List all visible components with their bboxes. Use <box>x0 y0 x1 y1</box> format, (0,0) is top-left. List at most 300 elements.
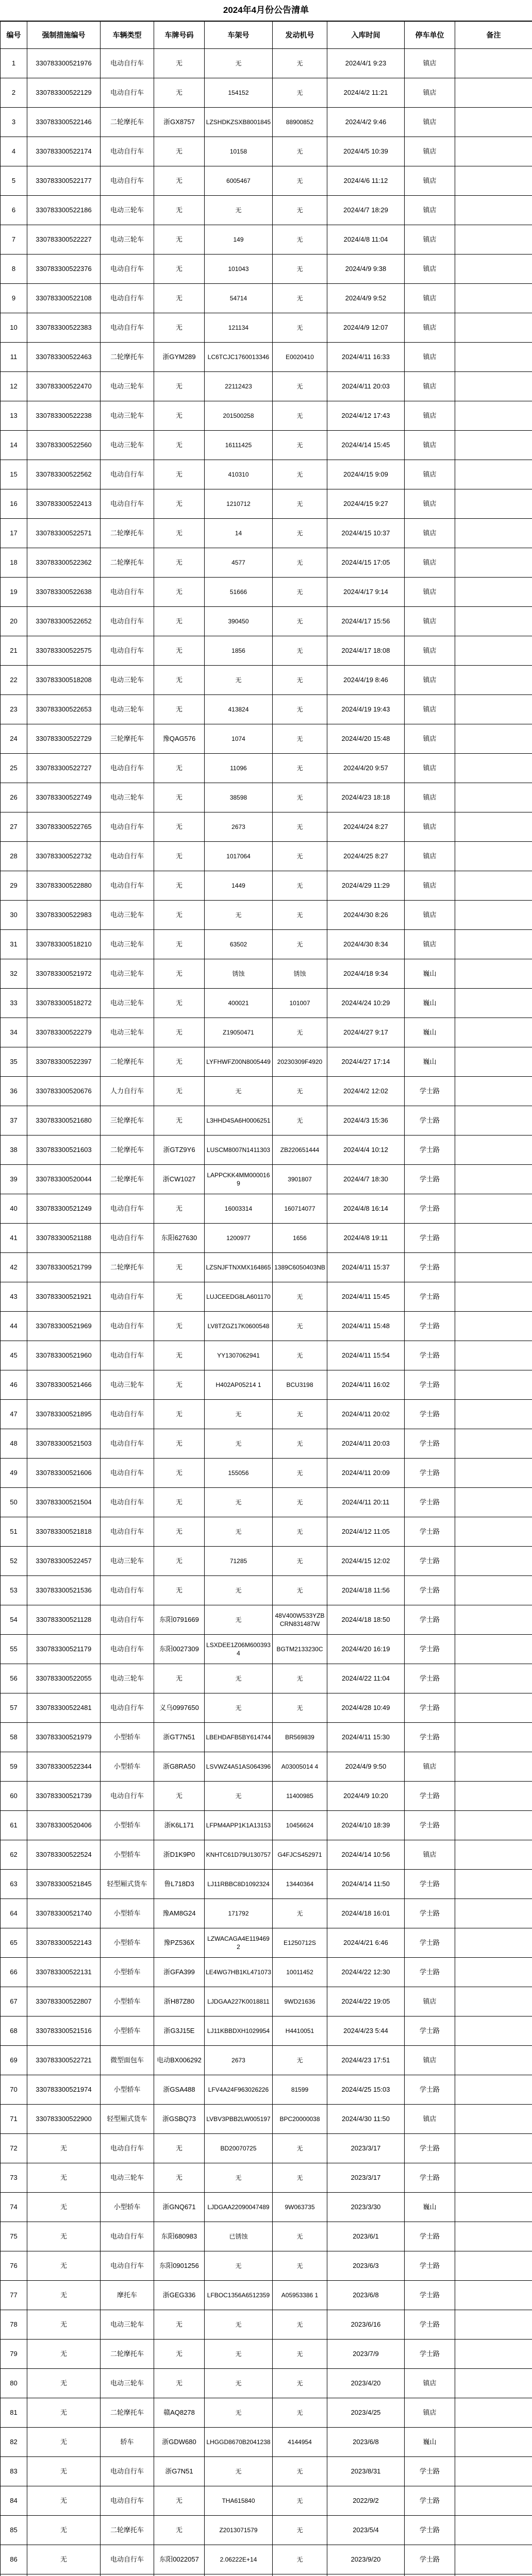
cell-plate: 无 <box>154 489 205 519</box>
cell-measure-no: 330783300521606 <box>27 1459 101 1488</box>
cell-plate: 无 <box>154 1370 205 1400</box>
cell-parking-unit: 学士路 <box>405 2310 455 2340</box>
table-row <box>1 871 532 901</box>
cell-engine-no: 无 <box>273 636 327 666</box>
cell-vehicle-type: 二轮摩托车 <box>101 1047 154 1077</box>
cell-remark <box>455 1370 532 1400</box>
cell-parking-unit: 学士路 <box>405 1429 455 1459</box>
cell-engine-no: BGTM2133230C <box>273 1635 327 1664</box>
cell-vehicle-type: 小型轿车 <box>101 2193 154 2222</box>
table-row <box>1 2163 532 2193</box>
header-index: 编号 <box>1 22 27 49</box>
cell-parking-unit: 镇店 <box>405 313 455 343</box>
cell-vehicle-type: 电动自行车 <box>101 1312 154 1341</box>
cell-index: 21 <box>1 636 27 666</box>
cell-plate: 无 <box>154 871 205 901</box>
table-row <box>1 1165 532 1194</box>
cell-frame-no: LFPM4APP1K1A13153 <box>205 1811 273 1840</box>
cell-index: 9 <box>1 284 27 313</box>
cell-remark <box>455 1136 532 1165</box>
cell-storage-time: 2024/4/9 9:38 <box>327 255 405 284</box>
cell-index: 52 <box>1 1547 27 1576</box>
cell-engine-no: 1389C6050403NB <box>273 1253 327 1282</box>
cell-frame-no: 413824 <box>205 695 273 724</box>
cell-plate: 无 <box>154 2369 205 2398</box>
cell-remark <box>455 901 532 930</box>
cell-parking-unit: 学士路 <box>405 1488 455 1517</box>
cell-frame-no: LYFHWFZ00N8005449 <box>205 1047 273 1077</box>
table-row <box>1 489 532 519</box>
cell-vehicle-type: 电动三轮车 <box>101 401 154 431</box>
cell-frame-no: 400021 <box>205 989 273 1018</box>
cell-measure-no: 330783300522129 <box>27 78 101 108</box>
cell-frame-no: 无 <box>205 1605 273 1635</box>
cell-plate: 无 <box>154 1517 205 1547</box>
cell-measure-no: 无 <box>27 2428 101 2457</box>
cell-frame-no: 无 <box>205 1488 273 1517</box>
cell-vehicle-type: 二轮摩托车 <box>101 2516 154 2545</box>
table-row <box>1 724 532 754</box>
cell-engine-no: 无 <box>273 49 327 78</box>
cell-measure-no: 330783300522575 <box>27 636 101 666</box>
cell-vehicle-type: 电动自行车 <box>101 1635 154 1664</box>
cell-plate: 无 <box>154 2486 205 2516</box>
cell-frame-no: 无 <box>205 2398 273 2428</box>
cell-remark <box>455 1047 532 1077</box>
cell-storage-time: 2024/4/7 18:30 <box>327 1165 405 1194</box>
cell-plate: 无 <box>154 1576 205 1605</box>
table-row <box>1 1018 532 1047</box>
cell-storage-time: 2024/4/25 8:27 <box>327 842 405 871</box>
cell-index: 13 <box>1 401 27 431</box>
cell-storage-time: 2023/9/20 <box>327 2545 405 2574</box>
cell-parking-unit: 巍山 <box>405 1047 455 1077</box>
cell-remark <box>455 1664 532 1693</box>
cell-vehicle-type: 电动自行车 <box>101 284 154 313</box>
table-row <box>1 2486 532 2516</box>
cell-frame-no: KNHTC61D79U130757 <box>205 1840 273 1870</box>
cell-index: 22 <box>1 666 27 695</box>
cell-frame-no: 14 <box>205 519 273 548</box>
cell-parking-unit: 镇店 <box>405 812 455 842</box>
cell-vehicle-type: 电动自行车 <box>101 1429 154 1459</box>
cell-engine-no: 无 <box>273 1547 327 1576</box>
table-row <box>1 636 532 666</box>
cell-storage-time: 2023/6/8 <box>327 2281 405 2310</box>
cell-vehicle-type: 电动三轮车 <box>101 1664 154 1693</box>
cell-vehicle-type: 电动三轮车 <box>101 959 154 989</box>
cell-plate: 无 <box>154 431 205 460</box>
cell-engine-no: BR569839 <box>273 1723 327 1752</box>
cell-plate: 无 <box>154 225 205 255</box>
cell-frame-no: 121134 <box>205 313 273 343</box>
cell-frame-no: LJDGAA227K0018811 <box>205 1987 273 2016</box>
table-row <box>1 1899 532 1928</box>
cell-engine-no: E1250712S <box>273 1928 327 1958</box>
cell-index: 6 <box>1 196 27 225</box>
cell-parking-unit: 镇店 <box>405 343 455 372</box>
cell-remark <box>455 959 532 989</box>
cell-remark <box>455 225 532 255</box>
cell-storage-time: 2024/4/30 8:34 <box>327 930 405 959</box>
cell-plate: 无 <box>154 812 205 842</box>
cell-vehicle-type: 电动自行车 <box>101 607 154 636</box>
table-body <box>1 49 532 2576</box>
cell-measure-no: 330783300521739 <box>27 1782 101 1811</box>
cell-remark <box>455 2222 532 2251</box>
cell-storage-time: 2024/4/15 10:37 <box>327 519 405 548</box>
cell-measure-no: 330783300522560 <box>27 431 101 460</box>
cell-storage-time: 2023/3/30 <box>327 2193 405 2222</box>
cell-engine-no: A05953386 1 <box>273 2281 327 2310</box>
cell-remark <box>455 2398 532 2428</box>
cell-plate: 无 <box>154 401 205 431</box>
cell-plate: 东阳0022057 <box>154 2545 205 2574</box>
cell-measure-no: 330783300522638 <box>27 578 101 607</box>
cell-storage-time: 2024/4/1 9:23 <box>327 49 405 78</box>
cell-parking-unit: 镇店 <box>405 1987 455 2016</box>
cell-measure-no: 330783300521972 <box>27 959 101 989</box>
cell-measure-no: 330783300522383 <box>27 313 101 343</box>
cell-vehicle-type: 电动自行车 <box>101 489 154 519</box>
cell-parking-unit: 镇店 <box>405 2398 455 2428</box>
cell-vehicle-type: 轻型厢式货车 <box>101 1870 154 1899</box>
cell-parking-unit: 巍山 <box>405 989 455 1018</box>
cell-storage-time: 2024/4/15 9:27 <box>327 489 405 519</box>
cell-index: 33 <box>1 989 27 1018</box>
cell-storage-time: 2024/4/14 15:45 <box>327 431 405 460</box>
cell-remark <box>455 607 532 636</box>
cell-storage-time: 2024/4/11 16:02 <box>327 1370 405 1400</box>
cell-vehicle-type: 二轮摩托车 <box>101 1253 154 1282</box>
cell-index: 69 <box>1 2046 27 2075</box>
cell-vehicle-type: 电动自行车 <box>101 2545 154 2574</box>
cell-parking-unit: 学士路 <box>405 2016 455 2046</box>
cell-storage-time: 2024/4/23 17:51 <box>327 2046 405 2075</box>
cell-plate: 无 <box>154 754 205 783</box>
cell-frame-no: 1856 <box>205 636 273 666</box>
cell-index: 19 <box>1 578 27 607</box>
cell-measure-no: 330783300520676 <box>27 1077 101 1106</box>
cell-storage-time: 2023/3/17 <box>327 2134 405 2163</box>
cell-frame-no: 无 <box>205 49 273 78</box>
table-row <box>1 2398 532 2428</box>
cell-measure-no: 330783300522055 <box>27 1664 101 1693</box>
cell-plate: 浙CW1027 <box>154 1165 205 1194</box>
cell-frame-no: LZSNJFTNXMX164865 <box>205 1253 273 1282</box>
cell-frame-no: 22112423 <box>205 372 273 401</box>
cell-index: 30 <box>1 901 27 930</box>
cell-plate: 鲁L718D3 <box>154 1870 205 1899</box>
table-row <box>1 1077 532 1106</box>
cell-frame-no: 2673 <box>205 2046 273 2075</box>
cell-index: 83 <box>1 2457 27 2486</box>
cell-parking-unit: 学士路 <box>405 2340 455 2369</box>
cell-plate: 无 <box>154 1429 205 1459</box>
cell-remark <box>455 783 532 812</box>
cell-vehicle-type: 小型轿车 <box>101 1811 154 1840</box>
cell-parking-unit: 学士路 <box>405 1928 455 1958</box>
table-row <box>1 166 532 196</box>
cell-parking-unit: 学士路 <box>405 2134 455 2163</box>
cell-index: 1 <box>1 49 27 78</box>
cell-frame-no: 6005467 <box>205 166 273 196</box>
cell-plate: 无 <box>154 49 205 78</box>
cell-remark <box>455 1018 532 1047</box>
cell-plate: 浙G7N51 <box>154 2457 205 2486</box>
cell-measure-no: 330783300522227 <box>27 225 101 255</box>
cell-storage-time: 2024/4/23 5:44 <box>327 2016 405 2046</box>
cell-measure-no: 330783300521503 <box>27 1429 101 1459</box>
cell-storage-time: 2024/4/8 11:04 <box>327 225 405 255</box>
table-row <box>1 49 532 78</box>
cell-frame-no: 无 <box>205 1664 273 1693</box>
cell-engine-no: BPC20000038 <box>273 2105 327 2134</box>
cell-plate: 浙GX8757 <box>154 108 205 137</box>
cell-measure-no: 330783300520406 <box>27 1811 101 1840</box>
cell-storage-time: 2024/4/30 8:26 <box>327 901 405 930</box>
cell-engine-no: 无 <box>273 1018 327 1047</box>
cell-measure-no: 330783300518272 <box>27 989 101 1018</box>
cell-measure-no: 330783300522721 <box>27 2046 101 2075</box>
cell-storage-time: 2024/4/8 16:14 <box>327 1194 405 1224</box>
table-row <box>1 1400 532 1429</box>
cell-storage-time: 2024/4/15 12:02 <box>327 1547 405 1576</box>
cell-index: 4 <box>1 137 27 166</box>
table-row <box>1 695 532 724</box>
cell-remark <box>455 1870 532 1899</box>
cell-remark <box>455 1899 532 1928</box>
cell-plate: 无 <box>154 1400 205 1429</box>
cell-storage-time: 2024/4/27 17:14 <box>327 1047 405 1077</box>
cell-plate: 无 <box>154 695 205 724</box>
cell-storage-time: 2024/4/9 9:50 <box>327 1752 405 1782</box>
cell-parking-unit: 学士路 <box>405 1400 455 1429</box>
cell-plate: 浙K6L171 <box>154 1811 205 1840</box>
cell-measure-no: 330783300521974 <box>27 2075 101 2105</box>
cell-index: 71 <box>1 2105 27 2134</box>
cell-index: 62 <box>1 1840 27 1870</box>
cell-measure-no: 330783300521799 <box>27 1253 101 1282</box>
cell-measure-no: 330783300522143 <box>27 1928 101 1958</box>
cell-plate: 无 <box>154 1341 205 1370</box>
cell-storage-time: 2024/4/19 8:46 <box>327 666 405 695</box>
table-row <box>1 1282 532 1312</box>
cell-index: 61 <box>1 1811 27 1840</box>
cell-measure-no: 无 <box>27 2281 101 2310</box>
cell-engine-no: 13440364 <box>273 1870 327 1899</box>
cell-measure-no: 330783300522807 <box>27 1987 101 2016</box>
cell-parking-unit: 镇店 <box>405 255 455 284</box>
cell-plate: 无 <box>154 989 205 1018</box>
cell-plate: 浙D1K9P0 <box>154 1840 205 1870</box>
cell-measure-no: 330783300522279 <box>27 1018 101 1047</box>
cell-engine-no: 9W063735 <box>273 2193 327 2222</box>
cell-plate: 浙GTZ9Y6 <box>154 1136 205 1165</box>
cell-frame-no: 无 <box>205 1429 273 1459</box>
cell-engine-no: 无 <box>273 2222 327 2251</box>
cell-frame-no: 无 <box>205 1077 273 1106</box>
cell-vehicle-type: 电动三轮车 <box>101 1018 154 1047</box>
cell-storage-time: 2023/8/31 <box>327 2457 405 2486</box>
cell-remark <box>455 2281 532 2310</box>
cell-parking-unit: 学士路 <box>405 1282 455 1312</box>
cell-engine-no: 锈蚀 <box>273 959 327 989</box>
cell-engine-no: 无 <box>273 1488 327 1517</box>
cell-storage-time: 2022/9/2 <box>327 2486 405 2516</box>
cell-frame-no: 1200977 <box>205 1224 273 1253</box>
cell-engine-no: 9WD21636 <box>273 1987 327 2016</box>
cell-engine-no: 无 <box>273 2163 327 2193</box>
cell-vehicle-type: 二轮摩托车 <box>101 1165 154 1194</box>
cell-parking-unit: 镇店 <box>405 2046 455 2075</box>
table-row <box>1 2369 532 2398</box>
cell-frame-no: 154152 <box>205 78 273 108</box>
cell-frame-no: LUJCEEDG8LA601170 <box>205 1282 273 1312</box>
cell-remark <box>455 2486 532 2516</box>
cell-plate: 无 <box>154 1106 205 1136</box>
table-row <box>1 666 532 695</box>
cell-frame-no: 无 <box>205 2457 273 2486</box>
cell-storage-time: 2024/4/17 9:14 <box>327 578 405 607</box>
cell-frame-no: 无 <box>205 2251 273 2281</box>
cell-parking-unit: 镇店 <box>405 137 455 166</box>
cell-frame-no: 149 <box>205 225 273 255</box>
header-vehicle-type: 车辆类型 <box>101 22 154 49</box>
cell-measure-no: 无 <box>27 2193 101 2222</box>
cell-plate: 无 <box>154 1282 205 1312</box>
cell-measure-no: 330783300521603 <box>27 1136 101 1165</box>
table-row <box>1 1047 532 1077</box>
cell-vehicle-type: 电动三轮车 <box>101 2369 154 2398</box>
cell-remark <box>455 2574 532 2576</box>
cell-index: 41 <box>1 1224 27 1253</box>
cell-parking-unit: 学士路 <box>405 1459 455 1488</box>
cell-vehicle-type: 二轮摩托车 <box>101 519 154 548</box>
cell-remark <box>455 284 532 313</box>
table-row <box>1 1576 532 1605</box>
cell-vehicle-type: 小型轿车 <box>101 1899 154 1928</box>
cell-parking-unit: 镇店 <box>405 460 455 489</box>
table-row <box>1 1782 532 1811</box>
table-row <box>1 1194 532 1224</box>
cell-index: 77 <box>1 2281 27 2310</box>
cell-plate: 无 <box>154 1047 205 1077</box>
cell-parking-unit: 镇店 <box>405 225 455 255</box>
cell-engine-no: 无 <box>273 754 327 783</box>
cell-vehicle-type: 电动自行车 <box>101 1517 154 1547</box>
cell-storage-time: 2024/4/6 11:12 <box>327 166 405 196</box>
cell-parking-unit: 镇店 <box>405 666 455 695</box>
cell-parking-unit: 镇店 <box>405 78 455 108</box>
cell-parking-unit: 学士路 <box>405 1870 455 1899</box>
cell-measure-no: 无 <box>27 2134 101 2163</box>
table-row <box>1 2516 532 2545</box>
cell-index: 82 <box>1 2428 27 2457</box>
cell-remark <box>455 1928 532 1958</box>
cell-index: 79 <box>1 2340 27 2369</box>
cell-measure-no: 330783300521845 <box>27 1870 101 1899</box>
cell-parking-unit: 镇店 <box>405 489 455 519</box>
cell-plate: 东阳680983 <box>154 2222 205 2251</box>
cell-parking-unit: 学士路 <box>405 1605 455 1635</box>
cell-index: 49 <box>1 1459 27 1488</box>
cell-engine-no: 无 <box>273 2310 327 2340</box>
cell-engine-no: 20230309F4920 <box>273 1047 327 1077</box>
cell-vehicle-type: 电动三轮车 <box>101 1547 154 1576</box>
cell-parking-unit <box>405 2574 455 2576</box>
cell-parking-unit: 巍山 <box>405 959 455 989</box>
cell-parking-unit: 巍山 <box>405 1018 455 1047</box>
cell-engine-no: 无 <box>273 255 327 284</box>
cell-storage-time: 2023/5/4 <box>327 2516 405 2545</box>
cell-index: 27 <box>1 812 27 842</box>
cell-parking-unit: 镇店 <box>405 166 455 196</box>
cell-storage-time: 2024/4/4 10:12 <box>327 1136 405 1165</box>
cell-plate: 无 <box>154 578 205 607</box>
cell-plate: 无 <box>154 78 205 108</box>
cell-remark <box>455 695 532 724</box>
cell-index: 34 <box>1 1018 27 1047</box>
cell-storage-time: 2023/7/9 <box>327 2340 405 2369</box>
cell-parking-unit: 镇店 <box>405 372 455 401</box>
cell-remark <box>455 2310 532 2340</box>
cell-remark <box>455 1459 532 1488</box>
cell-plate: 无 <box>154 1018 205 1047</box>
cell-plate: 浙H87Z80 <box>154 1987 205 2016</box>
cell-remark <box>455 1253 532 1282</box>
cell-plate: 赣AQ8278 <box>154 2398 205 2428</box>
cell-index: 35 <box>1 1047 27 1077</box>
cell-parking-unit: 镇店 <box>405 842 455 871</box>
cell-engine-no: 无 <box>273 137 327 166</box>
cell-engine-no: E0020410 <box>273 343 327 372</box>
cell-frame-no: 171792 <box>205 1899 273 1928</box>
cell-plate: 无 <box>154 930 205 959</box>
cell-index <box>1 2574 27 2576</box>
cell-remark <box>455 2428 532 2457</box>
cell-storage-time: 2024/4/22 12:30 <box>327 1958 405 1987</box>
cell-frame-no: 54714 <box>205 284 273 313</box>
cell-measure-no: 330783300521895 <box>27 1400 101 1429</box>
cell-measure-no: 330783300521466 <box>27 1370 101 1400</box>
table-row <box>1 1253 532 1282</box>
cell-engine-no: 无 <box>273 284 327 313</box>
cell-parking-unit: 学士路 <box>405 1370 455 1400</box>
cell-engine-no <box>273 2574 327 2576</box>
cell-plate: 无 <box>154 1782 205 1811</box>
cell-remark <box>455 1341 532 1370</box>
cell-plate: 义乌0997650 <box>154 1693 205 1723</box>
cell-remark <box>455 137 532 166</box>
cell-index: 37 <box>1 1106 27 1136</box>
cell-plate: 无 <box>154 137 205 166</box>
cell-remark <box>455 2193 532 2222</box>
cell-frame-no: 16111425 <box>205 431 273 460</box>
cell-engine-no: 81599 <box>273 2075 327 2105</box>
cell-measure-no: 330783300518208 <box>27 666 101 695</box>
cell-plate: 浙G3J15E <box>154 2016 205 2046</box>
cell-storage-time: 2024/4/20 15:48 <box>327 724 405 754</box>
cell-measure-no: 330783300521188 <box>27 1224 101 1253</box>
cell-remark <box>455 754 532 783</box>
table-row <box>1 842 532 871</box>
cell-vehicle-type: 小型轿车 <box>101 1987 154 2016</box>
cell-measure-no: 330783300521680 <box>27 1106 101 1136</box>
cell-frame-no: LFBOC1356A6512359 <box>205 2281 273 2310</box>
cell-engine-no: 无 <box>273 2545 327 2574</box>
cell-storage-time: 2024/4/11 20:02 <box>327 1400 405 1429</box>
